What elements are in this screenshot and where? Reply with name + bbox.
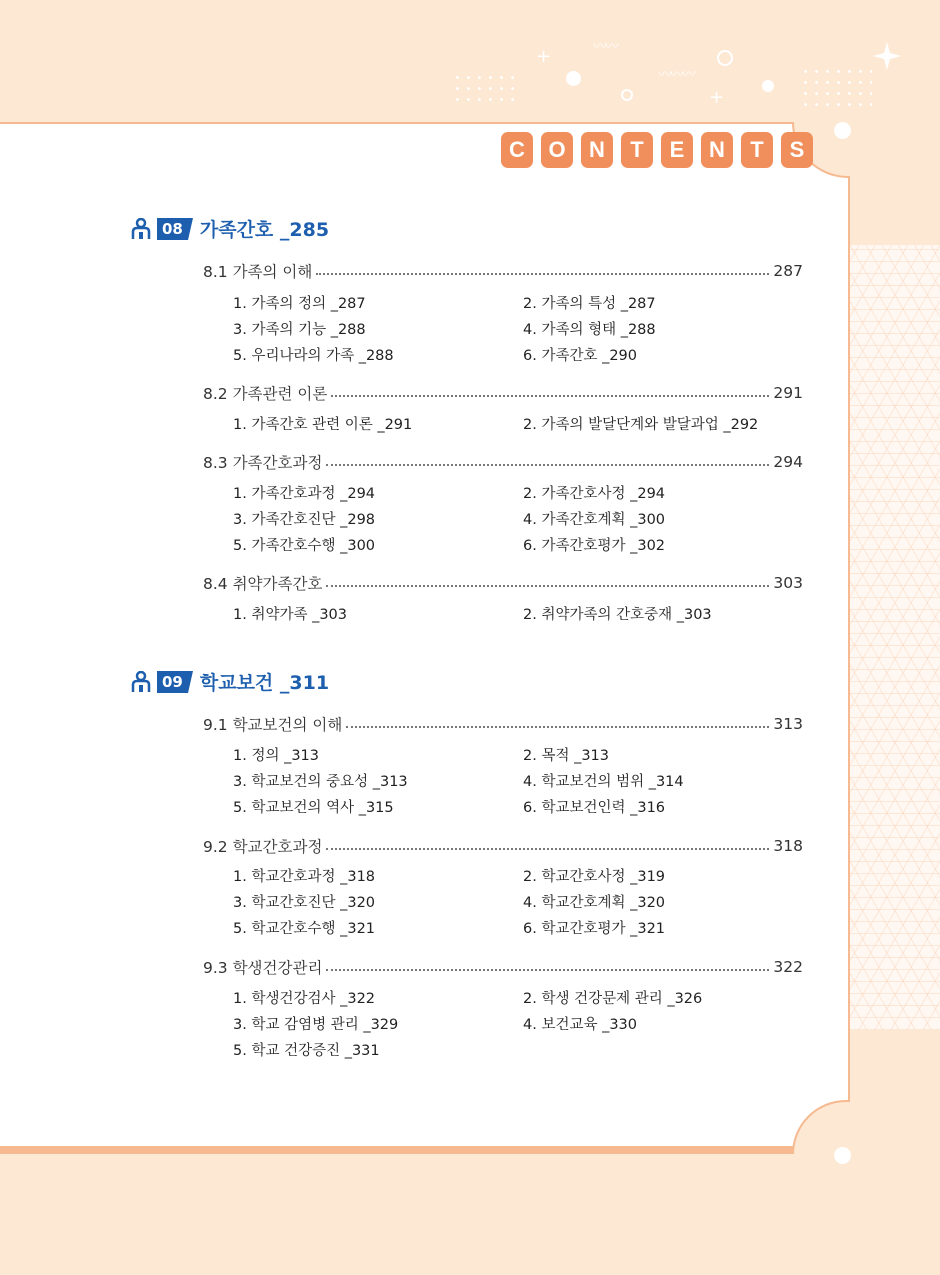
toc-item[interactable]: 6. 가족간호 _290 bbox=[523, 348, 638, 364]
toc-item[interactable]: 3. 가족간호진단 _298 bbox=[233, 512, 376, 528]
contents-letter: T bbox=[741, 132, 773, 168]
section-page: 294 bbox=[773, 453, 803, 471]
toc-item[interactable]: 2. 학생 건강문제 관리 _326 bbox=[523, 991, 703, 1007]
toc-item[interactable]: 4. 학교보건의 범위 _314 bbox=[523, 774, 684, 790]
toc-item[interactable]: 5. 학교보건의 역사 _315 bbox=[233, 800, 394, 816]
ring-decoration bbox=[621, 89, 633, 101]
toc-item[interactable]: 1. 학생건강검사 _322 bbox=[233, 991, 376, 1007]
chapter-title: 학교보건 _311 bbox=[199, 672, 330, 694]
dot-leader bbox=[346, 726, 769, 728]
section-page: 322 bbox=[773, 958, 803, 976]
section-label: 9.2 학교간호과정 bbox=[203, 838, 323, 856]
dot-decoration bbox=[566, 71, 581, 86]
dot-leader bbox=[326, 969, 769, 971]
section-label: 9.1 학교보건의 이해 bbox=[203, 716, 343, 734]
section-row[interactable] bbox=[203, 451, 803, 473]
sparkle-icon bbox=[873, 42, 901, 70]
toc-item[interactable]: 2. 가족의 특성 _287 bbox=[523, 296, 656, 312]
section-label: 9.3 학생건강관리 bbox=[203, 959, 323, 977]
section-page: 303 bbox=[773, 574, 803, 592]
toc-item[interactable]: 1. 정의 _313 bbox=[233, 748, 319, 764]
dot-decoration bbox=[762, 80, 774, 92]
section-label: 8.4 취약가족간호 bbox=[203, 575, 323, 593]
contents-letter: C bbox=[501, 132, 533, 168]
toc-item[interactable]: 2. 가족간호사정 _294 bbox=[523, 486, 666, 502]
toc-item[interactable]: 3. 학교 감염병 관리 _329 bbox=[233, 1017, 399, 1033]
nurse-icon bbox=[131, 218, 151, 240]
toc-item[interactable]: 1. 취약가족 _303 bbox=[233, 607, 348, 623]
section-page: 318 bbox=[773, 837, 803, 855]
toc-item[interactable]: 2. 가족의 발달단계와 발달과업 _292 bbox=[523, 417, 759, 433]
toc-item[interactable]: 2. 목적 _313 bbox=[523, 748, 609, 764]
toc-item[interactable]: 4. 가족간호계획 _300 bbox=[523, 512, 666, 528]
section-page: 313 bbox=[773, 715, 803, 733]
toc-item[interactable]: 2. 취약가족의 간호중재 _303 bbox=[523, 607, 712, 623]
chapter-number: 09 bbox=[157, 671, 188, 693]
toc-item[interactable]: 5. 우리나라의 가족 _288 bbox=[233, 348, 394, 364]
toc-item[interactable]: 1. 학교간호과정 _318 bbox=[233, 869, 376, 885]
toc-item[interactable]: 1. 가족간호과정 _294 bbox=[233, 486, 376, 502]
toc-item[interactable]: 1. 가족의 정의 _287 bbox=[233, 296, 366, 312]
section-row[interactable] bbox=[203, 956, 803, 978]
toc-item[interactable]: 1. 가족간호 관련 이론 _291 bbox=[233, 417, 413, 433]
toc-item[interactable]: 2. 학교간호사정 _319 bbox=[523, 869, 666, 885]
section-label: 8.3 가족간호과정 bbox=[203, 454, 323, 472]
dot-grid-right bbox=[800, 66, 872, 106]
dot-leader bbox=[331, 395, 769, 397]
toc-item[interactable]: 6. 가족간호평가 _302 bbox=[523, 538, 666, 554]
dot-leader bbox=[326, 464, 769, 466]
dot-decoration bbox=[834, 122, 851, 139]
plus-decoration: + bbox=[709, 87, 725, 108]
wave-decoration: 〰〰〰 bbox=[658, 67, 694, 83]
section-page: 291 bbox=[773, 384, 803, 402]
section-row[interactable] bbox=[203, 713, 803, 735]
toc-item[interactable]: 4. 보건교육 _330 bbox=[523, 1017, 638, 1033]
section-row[interactable] bbox=[203, 260, 803, 282]
chapter-heading[interactable] bbox=[131, 215, 329, 242]
toc-item[interactable]: 6. 학교간호평가 _321 bbox=[523, 921, 666, 937]
dot-leader bbox=[326, 848, 769, 850]
contents-title bbox=[501, 132, 813, 168]
toc-item[interactable]: 3. 학교보건의 중요성 _313 bbox=[233, 774, 408, 790]
toc-item[interactable]: 4. 가족의 형태 _288 bbox=[523, 322, 656, 338]
toc-item[interactable]: 4. 학교간호계획 _320 bbox=[523, 895, 666, 911]
toc-item[interactable]: 5. 학교 건강증진 _331 bbox=[233, 1043, 380, 1059]
toc-item[interactable]: 5. 가족간호수행 _300 bbox=[233, 538, 376, 554]
plus-decoration: + bbox=[536, 46, 552, 67]
toc-item[interactable]: 3. 학교간호진단 _320 bbox=[233, 895, 376, 911]
toc-item[interactable]: 3. 가족의 기능 _288 bbox=[233, 322, 366, 338]
section-row[interactable] bbox=[203, 572, 803, 594]
chapter-title: 가족간호 _285 bbox=[199, 219, 330, 241]
contents-letter: N bbox=[581, 132, 613, 168]
nurse-icon bbox=[131, 671, 151, 693]
chapter-number: 08 bbox=[157, 218, 188, 240]
contents-letter: S bbox=[781, 132, 813, 168]
dot-decoration bbox=[834, 1147, 851, 1164]
dot-grid-left bbox=[452, 72, 518, 106]
contents-letter: O bbox=[541, 132, 573, 168]
section-row[interactable] bbox=[203, 835, 803, 857]
section-row[interactable] bbox=[203, 382, 803, 404]
side-pattern bbox=[850, 245, 940, 1030]
dot-leader bbox=[316, 273, 769, 275]
section-label: 8.1 가족의 이해 bbox=[203, 263, 313, 281]
contents-letter: T bbox=[621, 132, 653, 168]
contents-letter: N bbox=[701, 132, 733, 168]
toc-item[interactable]: 5. 학교간호수행 _321 bbox=[233, 921, 376, 937]
contents-letter: E bbox=[661, 132, 693, 168]
wave-decoration: 〰〰 bbox=[593, 39, 617, 55]
section-label: 8.2 가족관련 이론 bbox=[203, 385, 328, 403]
dot-leader bbox=[326, 585, 769, 587]
ring-decoration bbox=[717, 50, 733, 66]
section-page: 287 bbox=[773, 262, 803, 280]
toc-item[interactable]: 6. 학교보건인력 _316 bbox=[523, 800, 666, 816]
chapter-heading[interactable] bbox=[131, 668, 329, 695]
